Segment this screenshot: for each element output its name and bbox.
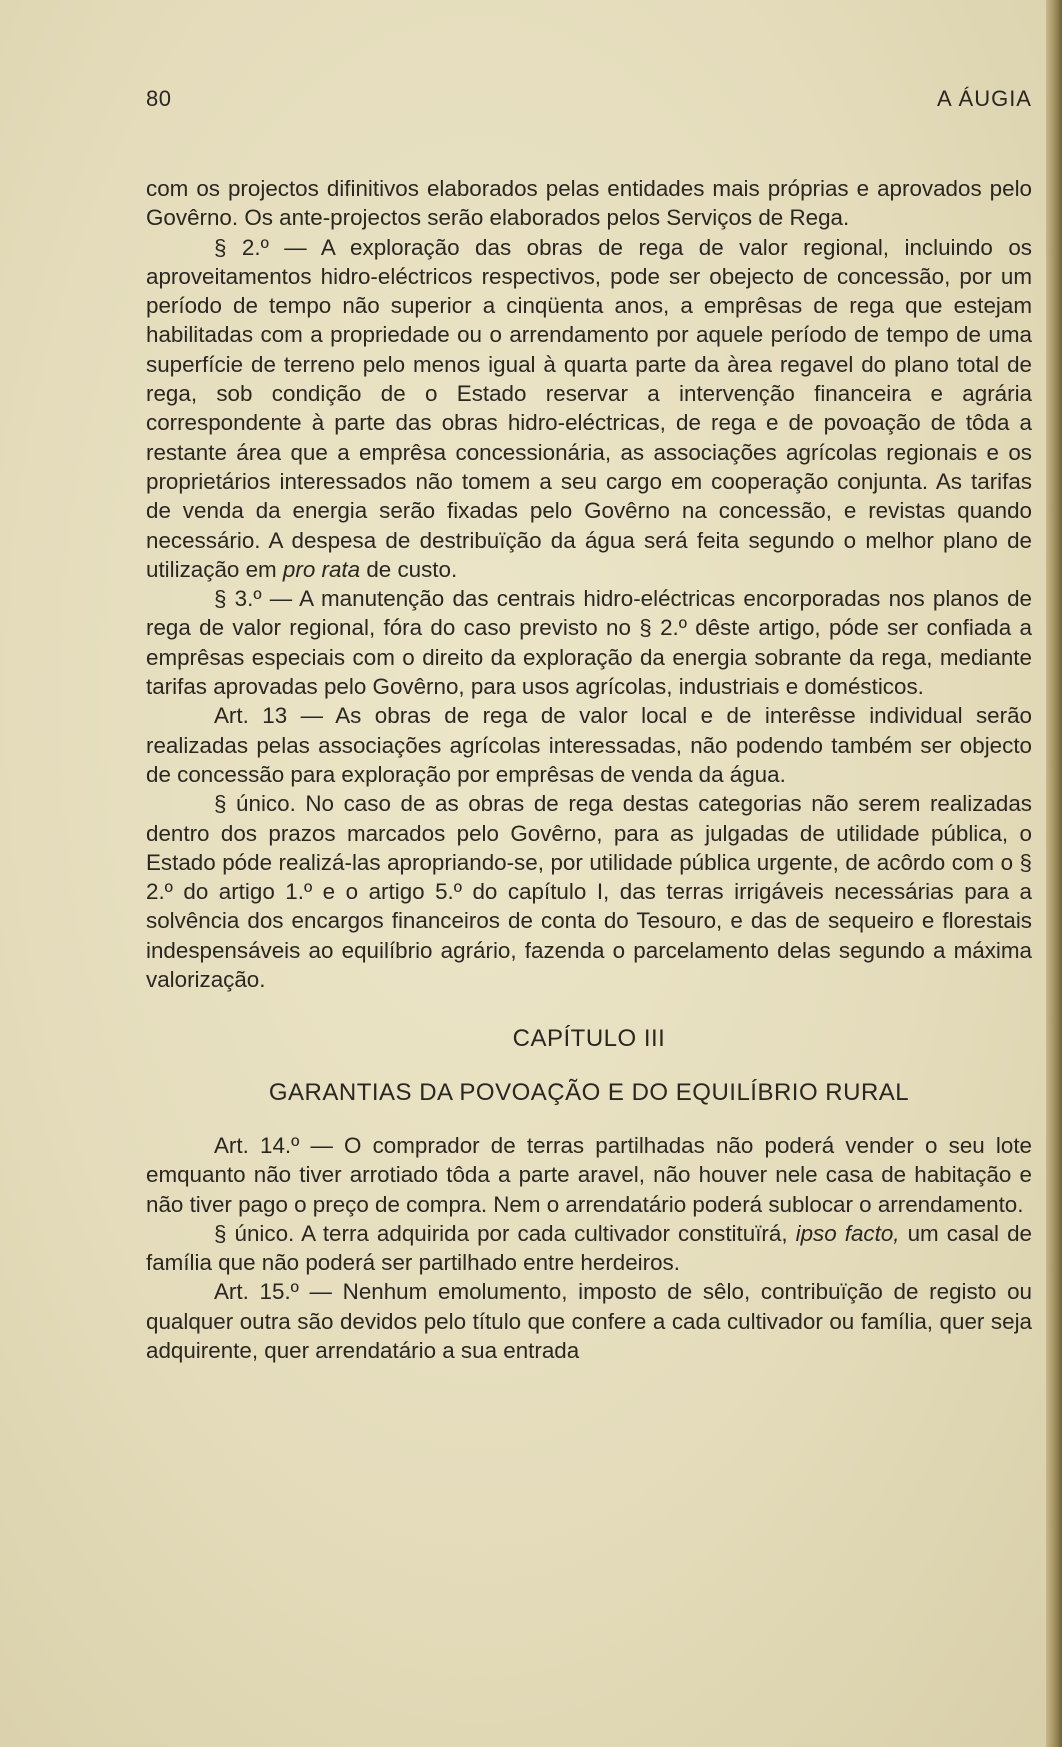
paragraph-text: com os projectos difinitivos elaborados pelas entidades mais próprias e aprovados pelo Govêrno. Os ante-projectos serão elaborados pelos Serviços de Rega. bbox=[146, 176, 1032, 231]
paragraph-text: § único. A terra adquirida por cada cultivador constituïrá, bbox=[214, 1220, 788, 1246]
paragraph-section-unico bbox=[146, 789, 1032, 994]
italic-phrase: ipso facto, bbox=[795, 1220, 900, 1246]
paragraph-article-15 bbox=[146, 1277, 1032, 1365]
paragraph-text-after: de custo. bbox=[366, 556, 458, 582]
paragraph-text: Art. 15.º — Nenhum emolumento, imposto de sêlo, contribuïção de registo ou qualquer outra são devidos pelo título que confere a cada cultivador ou família, quer seja adquirente, quer arrendatário a sua entrada bbox=[146, 1279, 1032, 1363]
journal-title: A ÁUGIA bbox=[936, 86, 1032, 111]
running-head bbox=[146, 86, 1032, 116]
paragraph-text: Art. 14.º — O comprador de terras partilhadas não poderá vender o seu lote emquanto não tiver arrotiado tôda a parte aravel, não houver nele casa de habitação e não tiver pago o preço de compra. Nem o arrendatário poderá sublocar o arrendamento. bbox=[146, 1132, 1032, 1217]
page-number: 80 bbox=[146, 86, 172, 111]
page-edge-shadow bbox=[1046, 0, 1062, 1747]
paragraph-text: § único. No caso de as obras de rega destas categorias não serem realizadas dentro dos prazos marcados pelo Govêrno, para as julgadas de utilidade pública, o Estado póde realizá-las apropriando-se, por utilidade pública urgente, de acôrdo com o § 2.º do artigo 1.º e o artigo 5.º do capítulo I, das terras irrigáveis necessárias para a solvência dos encargos financeiros de conta do Tesouro, e das de sequeiro e florestais indespensáveis ao equilíbrio agrário, fazenda o parcelamento delas segundo a máxima valorização. bbox=[146, 791, 1032, 993]
paragraph-section-3 bbox=[146, 584, 1032, 701]
paragraph-continuation bbox=[146, 174, 1032, 233]
paragraph-text: Art. 13 — As obras de rega de valor local e de interêsse individual serão realizadas pelas associações agrícolas interessadas, não podendo também ser objecto de concessão para exploração por emprêsas de venda da água. bbox=[146, 703, 1032, 787]
paragraph-section-2 bbox=[146, 233, 1032, 585]
paragraph-text: § 2.º — A exploração das obras de rega de valor regional, incluindo os aproveitamentos hidro-eléctricos respectivos, pode ser obejecto de concessão, por um período de tempo não superior a cinqüenta anos, a emprêsas de rega que estejam habilitadas com a propriedade ou o arrendamento por aquele período de tempo de uma superfície de terreno pelo menos igual à quarta parte da àrea regavel do plano total de rega, sob condição de o Estado reservar a intervenção financeira e agrária correspondente à parte das obras hidro-eléctricas, de rega e de povoação de tôda a restante área que a emprêsa concessionária, as associações agrícolas regionais e os proprietários interessados não tomem a seu cargo em cooperação conjunta. As tarifas de venda da energia serão fixadas pelo Govêrno na concessão, e revistas quando necessário. A despesa de destribuïção da água será feita segundo o melhor plano de utilização em bbox=[146, 234, 1032, 582]
chapter-title: GARANTIAS DA POVOAÇÃO E DO EQUILÍBRIO RURAL bbox=[268, 1078, 910, 1106]
italic-phrase: pro rata bbox=[282, 556, 361, 582]
paragraph-section-unico-14 bbox=[146, 1219, 1032, 1278]
paragraph-text-after: um casal de família que não poderá ser partilhado entre herdeiros. bbox=[146, 1220, 1032, 1276]
paragraph-article-13 bbox=[146, 701, 1032, 789]
paragraph-text: § 3.º — A manutenção das centrais hidro-eléctricas encorporadas nos planos de rega de valor regional, fóra do caso previsto no § 2.º dêste artigo, póde ser confiada a emprêsas especiais com o direito da exploração da energia sobrante da rega, mediante tarifas aprovadas pelo Govêrno, para usos agrícolas, industriais e domésticos. bbox=[146, 586, 1032, 700]
paragraph-article-14 bbox=[146, 1131, 1032, 1219]
chapter-number: CAPÍTULO III bbox=[512, 1025, 666, 1053]
body-text bbox=[146, 174, 1032, 1365]
